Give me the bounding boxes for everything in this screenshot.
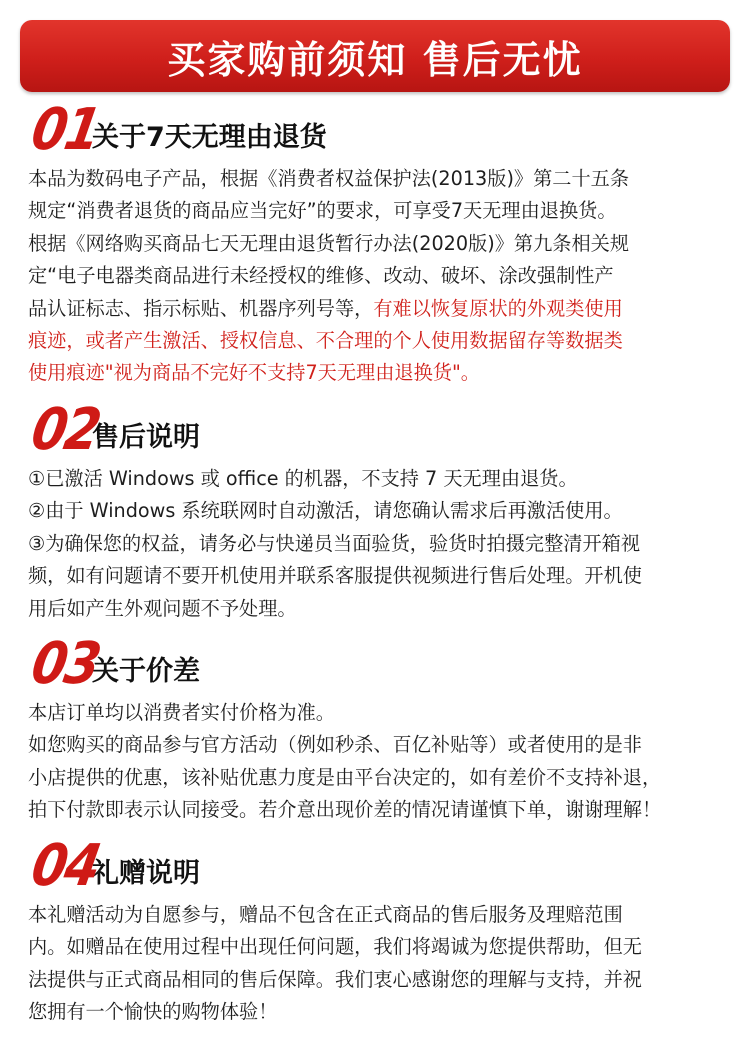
section-after-sales <box>26 396 728 625</box>
body-line: 频，如有问题请不要开机使用并联系客服提供视频进行售后处理。开机使 <box>28 564 642 588</box>
section-title: 售后说明 <box>92 422 200 453</box>
body-line: 本礼赠活动为自愿参与，赠品不包含在正式商品的售后服务及理赔范围 <box>28 903 623 926</box>
section-title: 礼赠说明 <box>92 858 200 889</box>
section-number: 01 <box>26 96 105 163</box>
section-number: 02 <box>26 396 105 463</box>
header-banner <box>20 20 730 92</box>
section-body <box>28 899 728 1029</box>
section-number: 04 <box>26 832 105 899</box>
body-line: 根据《网络购买商品七天无理由退货暂行办法(2020版)》第九条相关规 <box>28 231 630 255</box>
banner-title: 买家购前须知 售后无忧 <box>167 37 583 82</box>
section-title: 关于7天无理由退货 <box>92 122 327 153</box>
body-line: 本店订单均以消费者实付价格为准。 <box>28 701 335 724</box>
body-line: ②由于 Windows 系统联网时自动激活，请您确认需求后再激活使用。 <box>28 499 623 523</box>
body-line <box>28 293 728 325</box>
body-line: 规定“消费者退货的商品应当完好”的要求，可享受7天无理由退换货。 <box>28 199 617 223</box>
section-header <box>26 96 728 163</box>
highlight-text: 有难以恢复原状的外观类使用 <box>373 296 623 320</box>
body-line: 定“电子电器类商品进行未经授权的维修、改动、破坏、涂改强制性产 <box>28 264 614 288</box>
body-line: 拍下付款即表示认同接受。若介意出现价差的情况请谨慎下单，谢谢理解！ <box>28 798 662 822</box>
highlight-line: 痕迹，或者产生激活、授权信息、不合理的个人使用数据留存等数据类 <box>28 329 623 353</box>
section-number: 03 <box>26 630 105 697</box>
section-body <box>28 463 728 625</box>
section-body <box>28 697 728 827</box>
body-line: ③为确保您的权益，请务必与快递员当面验货，验货时拍摄完整清开箱视 <box>28 531 641 555</box>
body-line: ①已激活 Windows 或 office 的机器，不支持 7 天无理由退货。 <box>28 467 578 490</box>
body-text: 品认证标志、指示标贴、机器序列号等， <box>28 296 374 320</box>
body-line: 内。如赠品在使用过程中出现任何问题，我们将竭诚为您提供帮助，但无 <box>28 935 642 959</box>
section-body <box>28 163 728 390</box>
body-line: 您拥有一个愉快的购物体验！ <box>28 1000 278 1024</box>
body-line: 法提供与正式商品相同的售后保障。我们衷心感谢您的理解与支持，并祝 <box>28 967 642 991</box>
body-line: 本品为数码电子产品，根据《消费者权益保护法(2013版)》第二十五条 <box>28 167 630 190</box>
section-header <box>26 630 728 697</box>
section-title: 关于价差 <box>92 656 200 687</box>
section-header <box>26 396 728 463</box>
highlight-line: 使用痕迹"视为商品不完好不支持7天无理由退换货"。 <box>28 361 480 385</box>
body-line: 小店提供的优惠，该补贴优惠力度是由平台决定的，如有差价不支持补退， <box>28 765 662 789</box>
section-price-difference <box>26 630 728 827</box>
section-return-policy <box>26 96 728 390</box>
body-line: 如您购买的商品参与官方活动（例如秒杀、百亿补贴等）或者使用的是非 <box>28 733 642 757</box>
body-line: 用后如产生外观问题不予处理。 <box>28 596 297 620</box>
section-gift-policy <box>26 832 728 1029</box>
section-header <box>26 832 728 899</box>
